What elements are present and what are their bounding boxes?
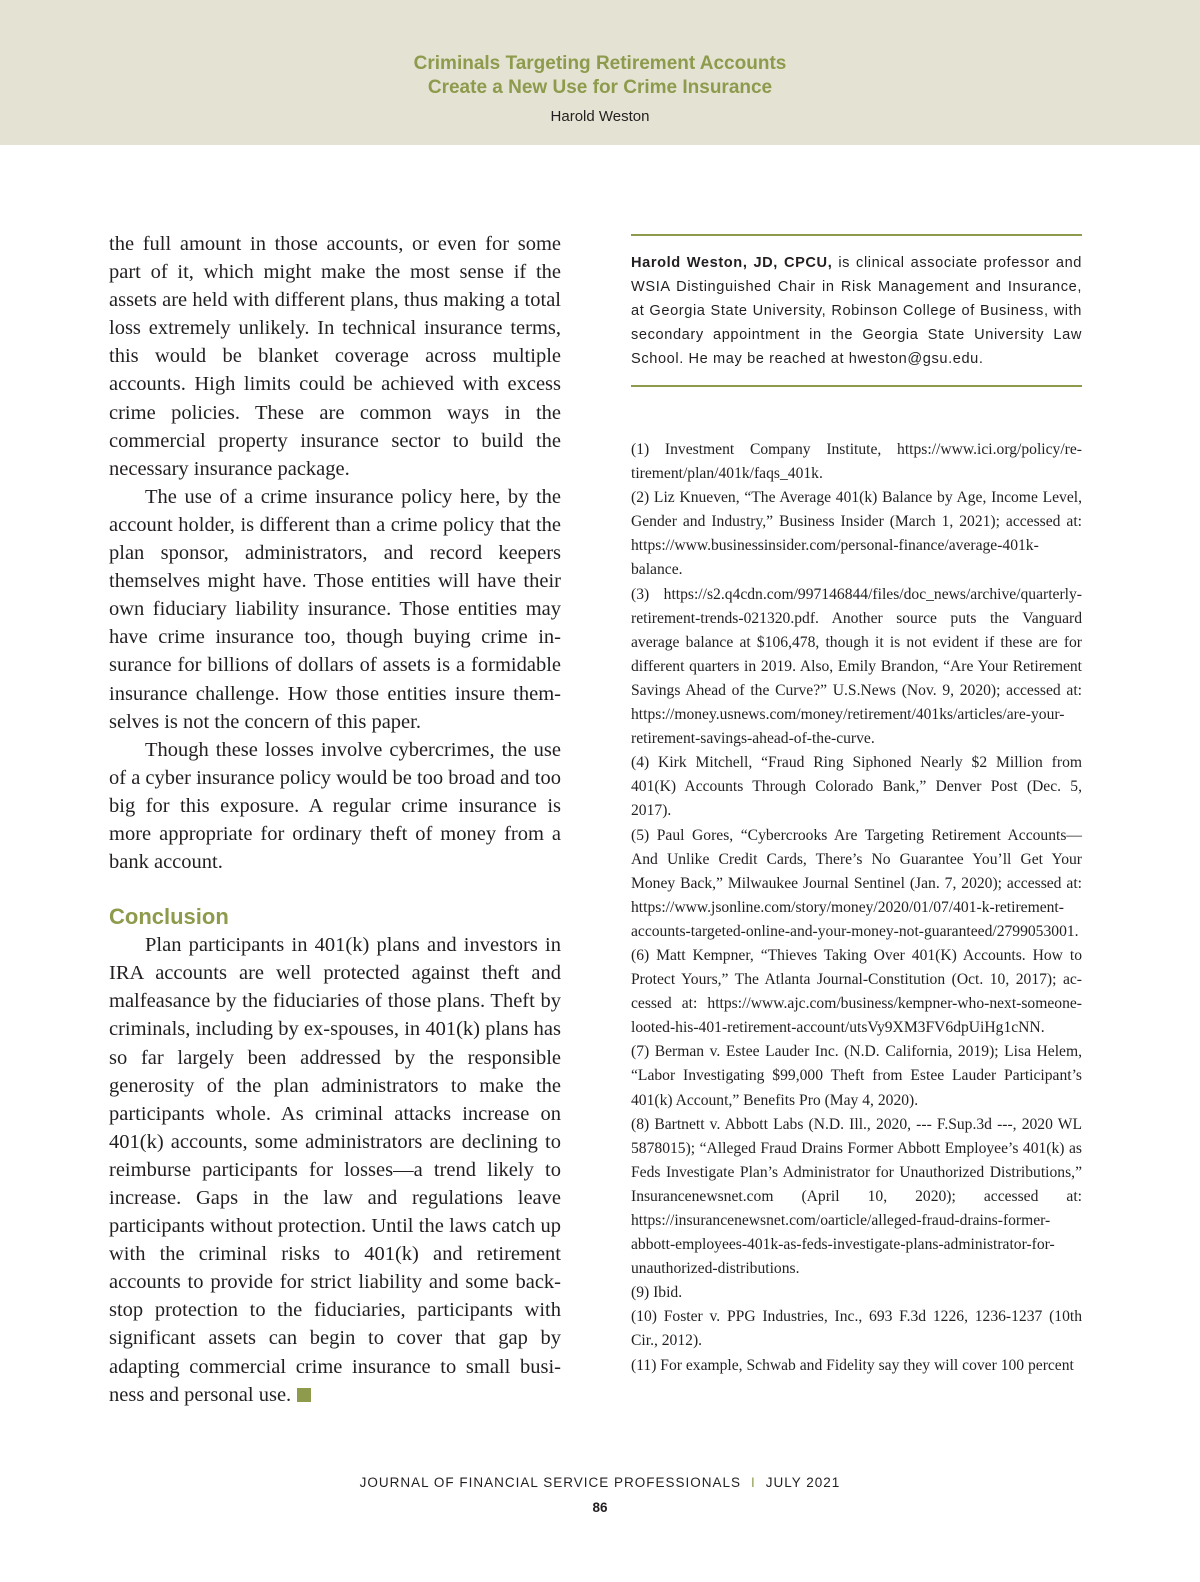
article-title-line-1: Criminals Targeting Retirement Accounts [413,53,787,74]
journal-name: JOURNAL OF FINANCIAL SERVICE PROFESSIONALS [359,1475,741,1490]
endnote: (7) Berman v. Estee Lauder Inc. (N.D. California, 2019); Lisa Helem, “Labor Investigating $99,000 Theft from Estee Lauder Participant’s 401(k) Account,” Benefits Pro (May 4, 2020). [631,1043,1082,1109]
conclusion-paragraph [109,931,561,1409]
end-of-article-square-icon [297,1388,311,1402]
endnote: (9) Ibid. [631,1284,683,1302]
conclusion-text: Plan participants in 401(k) plans and investors in IRA accounts are well protected against theft and malfeasance by the fiduciaries of those plans. Theft by criminals, including by ex-spouses, in 401(k) plans has so far largely been addressed by the responsible generosity of the plan administrators to make the participants whole. As criminal attacks increase on 401(k) accounts, some administrators are declining to reimburse participants for losses—a trend likely to increase. Gaps in the law and regulations leave participants without protection. Until the laws catch up with the criminal risks to 401(k) and retirement accounts to provide for strict liability and some backstop protection to the fiduciaries, participants with significant assets can begin to cover that gap by adapting commercial crime insurance to small business and personal use. [109,934,561,1406]
page-number: 86 [592,1500,608,1515]
endnotes [631,438,1082,1378]
body-paragraph: the full amount in those accounts, or even for some part of it, which might make the most sense if the assets are held with different plans, thus making a total loss extremely unlikely. In technical insurance terms, this would be blanket coverage across multiple accounts. High limits could be achieved with excess crime policies. These are common ways in the commercial property insurance sector to build the necessary insurance package. [109,233,561,480]
article-title-line-2: Create a New Use for Crime Insurance [427,77,773,98]
endnote: (6) Matt Kempner, “Thieves Taking Over 401(K) Accounts. How to Protect Yours,” The Atlanta Journal-Constitution (Oct. 10, 2017); accessed at: https://www.ajc.com/business/kempner-who-next-someone-looted-his-401-retirement-account/utsVy9XM3FV6dpUiHg1cNN. [631,946,1082,1037]
journal-footer [0,1475,1200,1490]
body-paragraph: Though these losses involve cybercrimes, the use of a cyber insurance policy would be too broad and too big for this exposure. A regular crime insurance is more appropriate for ordinary theft of money from a bank account. [109,738,562,874]
endnote: (4) Kirk Mitchell, “Fraud Ring Siphoned Nearly $2 Million from 401(K) Accounts Through Colorado Bank,” Denver Post (Dec. 5, 2017). [631,754,1082,820]
bio-author-name: Harold Weston, JD, CPCU, [631,255,833,271]
running-header [0,0,1200,145]
endnote: (11) For example, Schwab and Fidelity say they will cover 100 percent [631,1356,1074,1374]
article-author: Harold Weston [550,108,650,125]
conclusion-heading: Conclusion [109,904,229,930]
endnote: (3) https://s2.q4cdn.com/997146844/files/doc_news/archive/quarterly-retirement-trends-021320.pdf. Another source puts the Vanguard average balance at $106,478, though it is not evident if these are for different quarters in 2019. Also, Emily Brandon, “Are Your Retirement Savings Ahead of the Curve?” U.S.News (Nov. 9, 2020); accessed at: https://money.usnews.com/money/retirement/401ks/articles/are-your-retirement-savings-ahead-of-the-curve. [631,585,1082,748]
journal-issue: JULY 2021 [765,1475,841,1490]
author-bio [631,251,1082,371]
footer-separator: I [751,1475,756,1490]
author-bio-box [631,234,1082,387]
bio-description: is clinical associate professor and WSIA Distinguished Chair in Risk Management and Insurance, at Georgia State University, Robinson College of Business, with secondary appointment in the Georgia State University Law School. He may be reached at hweston@gsu.edu. [631,255,1083,368]
body-paragraph: The use of a crime insurance policy here, by the account holder, is different than a crime policy that the plan sponsor, administrators, and record keepers themselves might have. Those entities will have their own fiduciary liability insurance. Those entities may have crime insurance too, though buying crime insurance for billions of dollars of assets is a formidable insurance challenge. How those entities insure themselves is not the concern of this paper. [109,485,561,733]
endnote: (1) Investment Company Institute, https://www.ici.org/policy/retirement/plan/401k/faqs_401k. [631,441,1082,483]
endnote: (5) Paul Gores, “Cybercrooks Are Targeting Retirement Accounts—And Unlike Credit Cards, There’s No Guarantee You’ll Get Your Money Back,” Milwaukee Journal Sentinel (Jan. 7, 2020); accessed at: https://www.jsonline.com/story/money/2020/01/07/401-k-retirement-accounts-targeted-online-and-your-money-not-guaranteed/2799053001. [631,826,1082,940]
endnote: (10) Foster v. PPG Industries, Inc., 693 F.3d 1226, 1236-1237 (10th Cir., 2012). [631,1308,1082,1350]
endnote: (8) Bartnett v. Abbott Labs (N.D. Ill., 2020, --- F.Sup.3d ---, 2020 WL 5878015); “Alleged Fraud Drains Former Abbott Employee’s 401(k) as Feds Investigate Plan’s Administrator for Unauthorized Distributions,” Insurancenewsnet.com (April 10, 2020); accessed at: https://insurancenewsnet.com/oarticle/alleged-fraud-drains-former-abbott-employees-401k-as-feds-investigate-plans-administrator-for-unauthorized-distributions. [631,1115,1082,1278]
article-title [0,52,1200,100]
endnote: (2) Liz Knueven, “The Average 401(k) Balance by Age, Income Level, Gender and Industry,” Business Insider (March 1, 2021); accessed at: https://www.businessinsider.com/personal-finance/average-401k-balance. [631,489,1082,579]
main-text-column [109,230,561,1409]
